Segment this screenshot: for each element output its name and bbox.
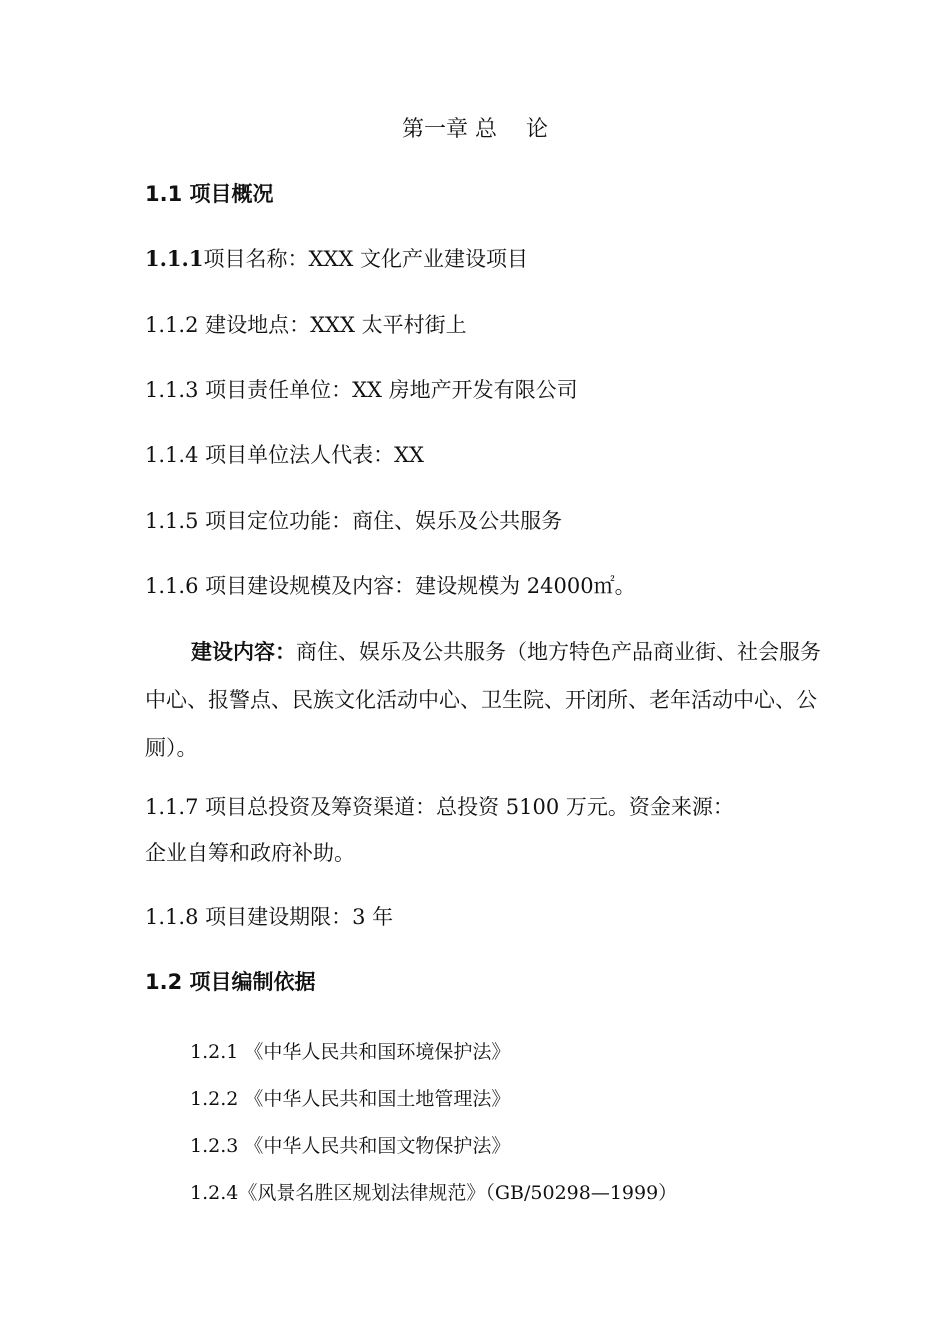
item-1-1-3: 1.1.3 项目责任单位：XX 房地产开发有限公司 bbox=[145, 378, 578, 402]
item-1-1-7-line1: 1.1.7 项目总投资及筹资渠道：总投资 5100 万元。资金来源： bbox=[145, 795, 734, 819]
reference-item: 1.2.2 《中华人民共和国土地管理法》 bbox=[190, 1088, 511, 1110]
item-1-1-5: 1.1.5 项目定位功能：商住、娱乐及公共服务 bbox=[145, 509, 563, 533]
section-heading-1-2: 1.2 项目编制依据 bbox=[145, 970, 316, 994]
item-1-1-1-number: 1.1.1 bbox=[145, 246, 204, 271]
item-1-1-1 bbox=[145, 245, 528, 273]
reference-item: 1.2.4《风景名胜区规划法律规范》（GB/50298—1999） bbox=[190, 1182, 678, 1204]
construction-content-paragraph bbox=[145, 628, 835, 772]
reference-item: 1.2.3 《中华人民共和国文物保护法》 bbox=[190, 1135, 511, 1157]
construction-content-label: 建设内容： bbox=[191, 639, 296, 664]
construction-content-text: 商住、娱乐及公共服务（地方特色产品商业街、社会服务中心、报警点、民族文化活动中心、卫生院、开闭所、老年活动中心、公厕）。 bbox=[145, 640, 821, 760]
item-1-1-2: 1.1.2 建设地点：XXX 太平村街上 bbox=[145, 313, 467, 337]
item-1-1-6: 1.1.6 项目建设规模及内容：建设规模为 24000㎡。 bbox=[145, 574, 636, 598]
item-1-1-1-text: 项目名称：XXX 文化产业建设项目 bbox=[203, 247, 528, 271]
item-1-1-7-line2: 企业自筹和政府补助。 bbox=[145, 841, 355, 865]
chapter-title: 第一章 总 论 bbox=[402, 117, 548, 142]
item-1-1-4: 1.1.4 项目单位法人代表：XX bbox=[145, 443, 425, 467]
section-heading-1-1: 1.1 项目概况 bbox=[145, 182, 274, 206]
reference-item: 1.2.1 《中华人民共和国环境保护法》 bbox=[190, 1041, 511, 1063]
item-1-1-8: 1.1.8 项目建设期限：3 年 bbox=[145, 905, 394, 929]
